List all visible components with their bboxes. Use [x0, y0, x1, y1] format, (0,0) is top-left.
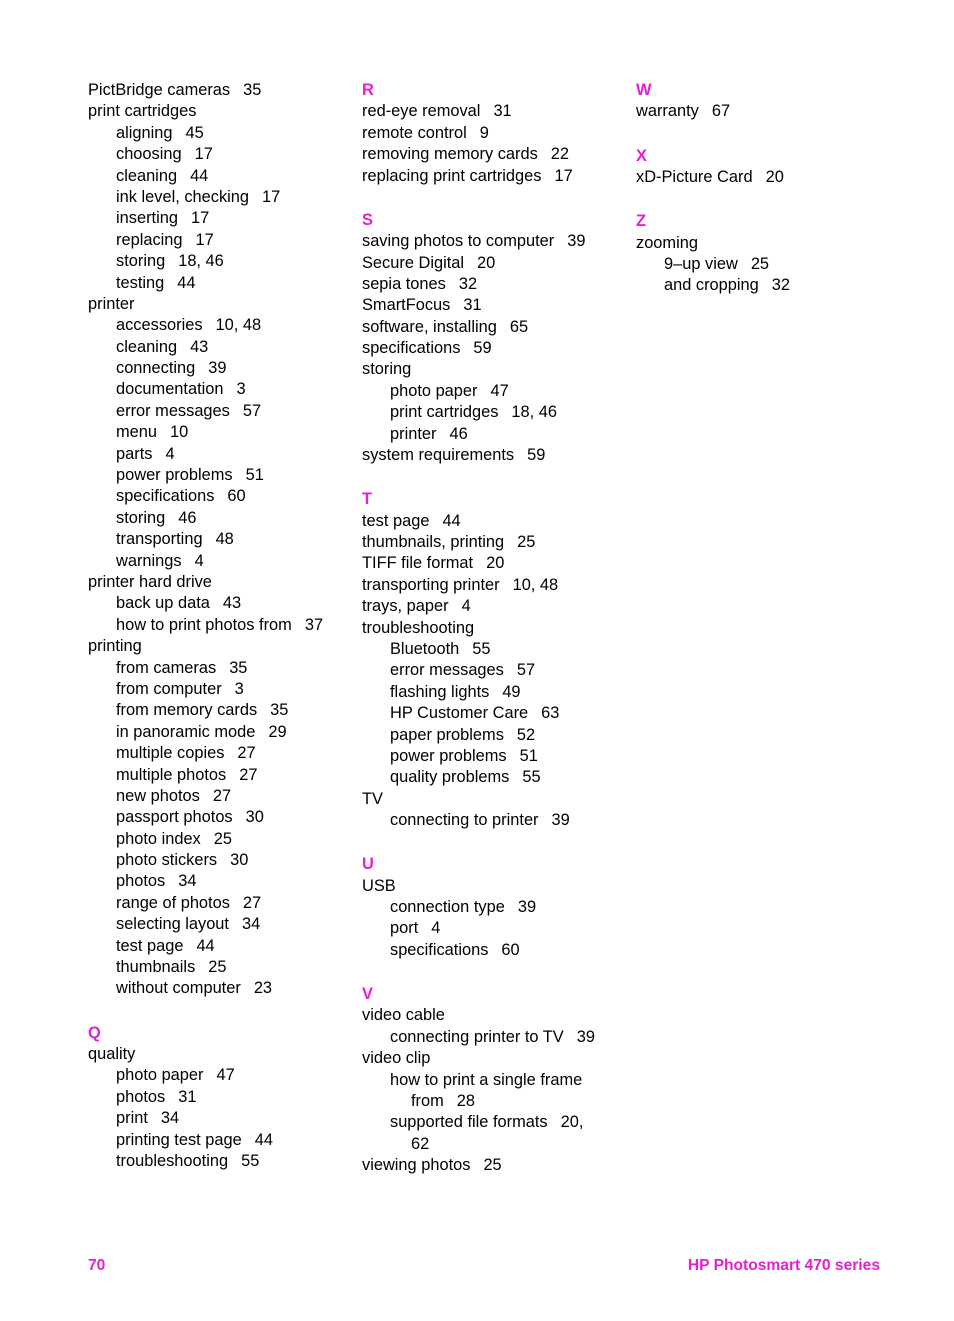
- entry-term: HP Customer Care: [390, 704, 529, 723]
- entry-page-ref: 34: [178, 872, 197, 891]
- index-subentry: [88, 871, 348, 892]
- entry-term: photo index: [116, 829, 201, 848]
- index-subentry: [88, 807, 348, 828]
- index-entry: [362, 553, 622, 574]
- entry-term: warranty: [636, 102, 699, 121]
- index-entry: [362, 274, 622, 295]
- index-entry: [362, 596, 622, 617]
- entry-term: multiple copies: [116, 744, 225, 763]
- entry-page-ref: 44: [254, 1130, 273, 1149]
- index-entry: [636, 233, 896, 254]
- index-column-2: [362, 80, 622, 1177]
- index-subentry: [362, 1112, 622, 1133]
- entry-term: 9–up view: [664, 254, 738, 273]
- entry-page-ref: 25: [213, 829, 232, 848]
- entry-term: troubleshooting: [116, 1151, 229, 1170]
- index-subentry: [88, 786, 348, 807]
- index-subentry: [362, 940, 622, 961]
- entry-page-ref: 39: [551, 811, 570, 830]
- index-entry: [362, 123, 622, 144]
- index-entry: [362, 575, 622, 596]
- entry-page-ref: 27: [237, 744, 256, 763]
- entry-term: trays, paper: [362, 597, 449, 616]
- entry-page-ref: 20: [477, 253, 496, 272]
- entry-page-ref: 34: [241, 915, 261, 934]
- entry-page-ref: 32: [771, 276, 791, 295]
- index-subentry: [362, 682, 622, 703]
- entry-term: thumbnails: [116, 958, 196, 977]
- entry-term: Bluetooth: [390, 639, 460, 658]
- entry-term: how to print a single frame: [390, 1070, 583, 1089]
- entry-term: back up data: [116, 594, 210, 613]
- entry-page-ref: 44: [177, 273, 196, 292]
- index-entry: [88, 80, 348, 101]
- index-subentry: [362, 725, 622, 746]
- entry-term: menu: [116, 423, 158, 442]
- entry-term: removing memory cards: [362, 145, 538, 164]
- index-subentry: [88, 829, 348, 850]
- index-subentry: [88, 144, 348, 165]
- index-entry: [88, 101, 348, 122]
- index-subentry: [88, 978, 348, 999]
- entry-page-ref: 20: [765, 167, 784, 186]
- entry-term: connecting to printer: [390, 811, 539, 830]
- entry-term: SmartFocus: [362, 296, 451, 315]
- index-subentry: [362, 1027, 622, 1048]
- entry-page-ref: 17: [195, 230, 214, 249]
- index-subentry: [362, 767, 622, 788]
- entry-page-ref: 4: [431, 919, 441, 938]
- index-entry: [362, 532, 622, 553]
- entry-term: range of photos: [116, 893, 230, 912]
- entry-page-ref: 46: [178, 508, 197, 527]
- entry-term: transporting: [116, 530, 203, 549]
- index-subentry: [362, 810, 622, 831]
- entry-term: system requirements: [362, 446, 515, 465]
- entry-page-ref: 28: [456, 1091, 476, 1110]
- entry-page-ref: 44: [196, 936, 215, 955]
- entry-page-ref: 25: [750, 254, 770, 273]
- entry-term: printing test page: [116, 1130, 242, 1149]
- entry-term: photo stickers: [116, 851, 218, 870]
- entry-term: power problems: [116, 466, 233, 485]
- entry-term: error messages: [116, 401, 230, 420]
- entry-term: printer hard drive: [88, 572, 212, 591]
- entry-term: supported file formats: [390, 1113, 548, 1132]
- index-entry: [88, 572, 348, 593]
- entry-page-ref: 30: [230, 851, 249, 870]
- entry-page-ref: 59: [527, 446, 546, 465]
- index-subentry: [88, 508, 348, 529]
- index-column-3: [636, 80, 896, 297]
- entry-page-ref: 44: [190, 166, 209, 185]
- entry-term: connection type: [390, 898, 505, 917]
- entry-term: power problems: [390, 746, 507, 765]
- index-entry: [362, 317, 622, 338]
- entry-term: TV: [362, 789, 383, 808]
- entry-page-ref: 51: [245, 466, 264, 485]
- entry-term: specifications: [390, 940, 489, 959]
- entry-term: flashing lights: [390, 682, 490, 701]
- entry-term: quality problems: [390, 768, 510, 787]
- index-subentry: [88, 123, 348, 144]
- entry-page-ref: 47: [490, 381, 509, 400]
- entry-page-ref: 17: [262, 187, 281, 206]
- entry-page-ref: 39: [576, 1027, 595, 1046]
- index-subentry: [88, 166, 348, 187]
- index-subentry: [88, 465, 348, 486]
- entry-term: zooming: [636, 233, 698, 252]
- section-gap: [362, 187, 622, 210]
- index-subentry: [88, 358, 348, 379]
- index-subentry: [88, 230, 348, 251]
- entry-page-ref: 25: [517, 533, 536, 552]
- index-entry: [362, 1155, 622, 1176]
- index-subentry: [362, 1070, 622, 1091]
- entry-page-ref: 35: [229, 658, 248, 677]
- section-gap: [636, 123, 896, 146]
- entry-term: xD-Picture Card: [636, 167, 753, 186]
- section-letter: Z: [636, 212, 647, 231]
- entry-page-ref: 48: [215, 530, 234, 549]
- index-subentry: [88, 444, 348, 465]
- index-subentry: [88, 679, 348, 700]
- entry-page-ref: 47: [216, 1066, 235, 1085]
- entry-page-ref: 32: [458, 274, 478, 293]
- entry-page-ref: 55: [522, 768, 541, 787]
- entry-page-ref: 17: [554, 166, 573, 185]
- index-entry: [636, 167, 896, 188]
- index-subentry: [88, 893, 348, 914]
- entry-term: and cropping: [664, 276, 759, 295]
- entry-page-ref: 23: [253, 979, 273, 998]
- entry-page-ref: 37: [304, 615, 324, 634]
- entry-page-ref: 20: [486, 554, 505, 573]
- index-subentry: [362, 746, 622, 767]
- entry-page-ref: 25: [483, 1156, 502, 1175]
- entry-term: how to print photos from: [116, 615, 292, 634]
- entry-term: without computer: [116, 979, 241, 998]
- entry-term: TIFF file format: [362, 554, 474, 573]
- entry-page-ref: 39: [517, 898, 537, 917]
- entry-page-ref: 43: [222, 594, 242, 613]
- entry-term: error messages: [390, 661, 504, 680]
- index-entry: [88, 636, 348, 657]
- section-letter: V: [362, 985, 373, 1004]
- entry-term: paper problems: [390, 725, 504, 744]
- entry-term: testing: [116, 273, 165, 292]
- entry-term: cleaning: [116, 166, 178, 185]
- entry-term: specifications: [116, 487, 215, 506]
- index-subentry: [362, 381, 622, 402]
- index-entry: [362, 338, 622, 359]
- index-column-1: [88, 80, 348, 1172]
- index-subentry: [88, 187, 348, 208]
- index-subentry: [88, 208, 348, 229]
- entry-page-ref: 57: [516, 661, 536, 680]
- entry-page-ref: 31: [178, 1087, 197, 1106]
- index-entry: [362, 231, 622, 252]
- index-subentry: [362, 918, 622, 939]
- entry-term: choosing: [116, 145, 182, 164]
- index-entry: [88, 1044, 348, 1065]
- section-gap: [362, 961, 622, 984]
- section-letter: S: [362, 210, 373, 229]
- entry-term: transporting printer: [362, 575, 500, 594]
- entry-page-ref: 45: [185, 123, 204, 142]
- entry-term: cleaning: [116, 337, 178, 356]
- index-entry: [88, 294, 348, 315]
- section-letter: X: [636, 146, 647, 165]
- entry-term: new photos: [116, 786, 200, 805]
- index-subentry: [88, 486, 348, 507]
- index-subentry: [88, 765, 348, 786]
- entry-page-ref: 39: [208, 359, 227, 378]
- entry-term: photo paper: [116, 1066, 204, 1085]
- index-entry: [362, 1005, 622, 1026]
- entry-page-ref: 10: [170, 423, 189, 442]
- entry-page-ref: 27: [239, 765, 258, 784]
- entry-term: aligning: [116, 123, 173, 142]
- entry-term: storing: [116, 508, 166, 527]
- index-subentry: [88, 273, 348, 294]
- entry-page-ref: 18, 46: [178, 252, 224, 271]
- entry-page-ref: 4: [194, 551, 204, 570]
- entry-term: red-eye removal: [362, 102, 481, 121]
- entry-term: connecting: [116, 359, 196, 378]
- entry-term: thumbnails, printing: [362, 533, 505, 552]
- entry-page-ref: 35: [243, 81, 262, 99]
- entry-term: in panoramic mode: [116, 722, 256, 741]
- entry-term: printing: [88, 637, 142, 656]
- index-entry: [362, 445, 622, 466]
- index-subentry: [88, 743, 348, 764]
- entry-term: sepia tones: [362, 274, 446, 293]
- index-subentry: [88, 957, 348, 978]
- index-subentry: [88, 529, 348, 550]
- index-subentry: [88, 850, 348, 871]
- section-gap: [636, 188, 896, 211]
- section-letter: W: [636, 81, 652, 99]
- entry-term: saving photos to computer: [362, 232, 555, 251]
- entry-term: troubleshooting: [362, 618, 475, 637]
- entry-page-ref: 29: [268, 722, 287, 741]
- entry-term: documentation: [116, 380, 224, 399]
- entry-page-ref: 31: [463, 296, 482, 315]
- entry-term: connecting printer to TV: [390, 1027, 564, 1046]
- entry-page-ref: 27: [212, 786, 232, 805]
- entry-term: warnings: [116, 551, 182, 570]
- entry-page-ref: 46: [449, 424, 468, 443]
- entry-term: printer: [390, 424, 437, 443]
- entry-page-ref: 18, 46: [511, 403, 557, 422]
- index-subentry: [362, 1134, 622, 1155]
- index-entry: [362, 876, 622, 897]
- index-entry: [362, 359, 622, 380]
- entry-term: from memory cards: [116, 701, 258, 720]
- index-entry: [362, 295, 622, 316]
- entry-term: print cartridges: [88, 102, 197, 121]
- index-subentry: [362, 424, 622, 445]
- index-subentry: [88, 615, 348, 636]
- entry-term: video clip: [362, 1049, 431, 1068]
- index-subentry: [88, 551, 348, 572]
- entry-page-ref: 10, 48: [512, 575, 559, 594]
- entry-page-ref: 39: [567, 232, 586, 251]
- entry-term: 62: [411, 1134, 430, 1153]
- index-subentry: [88, 251, 348, 272]
- entry-term: storing: [116, 252, 166, 271]
- entry-page-ref: 60: [501, 940, 520, 959]
- entry-page-ref: 59: [473, 339, 492, 358]
- entry-page-ref: 55: [472, 639, 491, 658]
- entry-term: USB: [362, 876, 396, 895]
- entry-page-ref: 60: [227, 487, 246, 506]
- entry-page-ref: 34: [160, 1109, 180, 1128]
- entry-page-ref: 30: [245, 808, 264, 827]
- entry-page-ref: 22: [550, 145, 570, 164]
- entry-term: port: [390, 919, 419, 938]
- page-number: 70: [88, 1257, 106, 1274]
- section-gap: [88, 1000, 348, 1023]
- index-subentry: [88, 401, 348, 422]
- entry-term: from: [411, 1091, 444, 1110]
- entry-term: quality: [88, 1044, 136, 1063]
- entry-term: print: [116, 1109, 148, 1128]
- index-subentry: [362, 660, 622, 681]
- index-subentry: [362, 402, 622, 423]
- entry-page-ref: 10, 48: [215, 316, 262, 335]
- entry-page-ref: 57: [242, 401, 262, 420]
- entry-page-ref: 4: [461, 597, 471, 616]
- index-subentry: [88, 700, 348, 721]
- entry-page-ref: 3: [236, 380, 246, 399]
- entry-term: printer: [88, 294, 135, 313]
- index-entry: [362, 789, 622, 810]
- entry-term: multiple photos: [116, 765, 227, 784]
- entry-page-ref: 27: [242, 893, 262, 912]
- section-letter: R: [362, 81, 374, 99]
- entry-page-ref: 20,: [560, 1113, 584, 1132]
- entry-term: software, installing: [362, 317, 497, 336]
- entry-term: inserting: [116, 209, 178, 228]
- entry-page-ref: 43: [190, 337, 209, 356]
- index-entry: [362, 511, 622, 532]
- entry-term: viewing photos: [362, 1156, 471, 1175]
- index-subentry: [88, 315, 348, 336]
- index-subentry: [88, 658, 348, 679]
- entry-page-ref: 31: [493, 102, 512, 121]
- index-subentry: [88, 1130, 348, 1151]
- index-entry: [362, 144, 622, 165]
- entry-term: from cameras: [116, 658, 217, 677]
- index-subentry: [88, 722, 348, 743]
- section-letter: Q: [88, 1023, 101, 1042]
- index-entry: [362, 101, 622, 122]
- entry-term: ink level, checking: [116, 187, 250, 206]
- entry-term: accessories: [116, 316, 203, 335]
- entry-term: passport photos: [116, 808, 233, 827]
- index-subentry: [636, 254, 896, 275]
- index-subentry: [88, 1065, 348, 1086]
- entry-term: photos: [116, 1087, 166, 1106]
- index-subentry: [88, 337, 348, 358]
- index-subentry: [88, 1151, 348, 1172]
- entry-term: photos: [116, 872, 166, 891]
- entry-page-ref: 63: [541, 704, 560, 723]
- index-subentry: [636, 275, 896, 296]
- index-subentry: [88, 1108, 348, 1129]
- section-letter: U: [362, 855, 374, 874]
- entry-term: replacing print cartridges: [362, 166, 542, 185]
- index-subentry: [88, 379, 348, 400]
- entry-page-ref: 52: [516, 725, 536, 744]
- entry-term: test page: [116, 936, 184, 955]
- entry-term: photo paper: [390, 381, 478, 400]
- index-entry: [362, 253, 622, 274]
- entry-term: remote control: [362, 123, 467, 142]
- entry-term: storing: [362, 360, 412, 379]
- entry-term: test page: [362, 511, 430, 530]
- index-subentry: [362, 703, 622, 724]
- entry-page-ref: 44: [442, 511, 461, 530]
- entry-page-ref: 55: [241, 1151, 260, 1170]
- entry-page-ref: 67: [711, 102, 731, 121]
- index-subentry: [88, 936, 348, 957]
- section-gap: [362, 831, 622, 854]
- entry-page-ref: 49: [502, 682, 521, 701]
- entry-term: replacing: [116, 230, 183, 249]
- entry-term: video cable: [362, 1006, 445, 1025]
- index-subentry: [88, 422, 348, 443]
- entry-page-ref: 51: [519, 746, 538, 765]
- product-name: HP Photosmart 470 series: [687, 1257, 880, 1274]
- section-letter: T: [362, 490, 373, 509]
- entry-page-ref: 35: [270, 701, 289, 720]
- entry-term: specifications: [362, 339, 461, 358]
- entry-page-ref: 17: [190, 209, 210, 228]
- index-entry: [362, 166, 622, 187]
- entry-term: print cartridges: [390, 403, 499, 422]
- index-entry: [362, 618, 622, 639]
- index-subentry: [88, 914, 348, 935]
- index-subentry: [88, 1087, 348, 1108]
- section-gap: [362, 466, 622, 489]
- entry-page-ref: 17: [194, 145, 213, 164]
- entry-term: PictBridge cameras: [88, 81, 231, 99]
- entry-term: parts: [116, 444, 153, 463]
- entry-page-ref: 25: [208, 958, 227, 977]
- entry-term: Secure Digital: [362, 253, 465, 272]
- index-subentry: [362, 639, 622, 660]
- entry-page-ref: 3: [234, 679, 244, 698]
- entry-page-ref: 4: [165, 444, 175, 463]
- index-entry: [636, 101, 896, 122]
- index-entry: [362, 1048, 622, 1069]
- entry-term: selecting layout: [116, 915, 229, 934]
- entry-page-ref: 65: [509, 317, 529, 336]
- entry-page-ref: 9: [479, 123, 489, 142]
- entry-term: from computer: [116, 679, 222, 698]
- index-subentry: [362, 897, 622, 918]
- index-subentry: [362, 1091, 622, 1112]
- index-subentry: [88, 593, 348, 614]
